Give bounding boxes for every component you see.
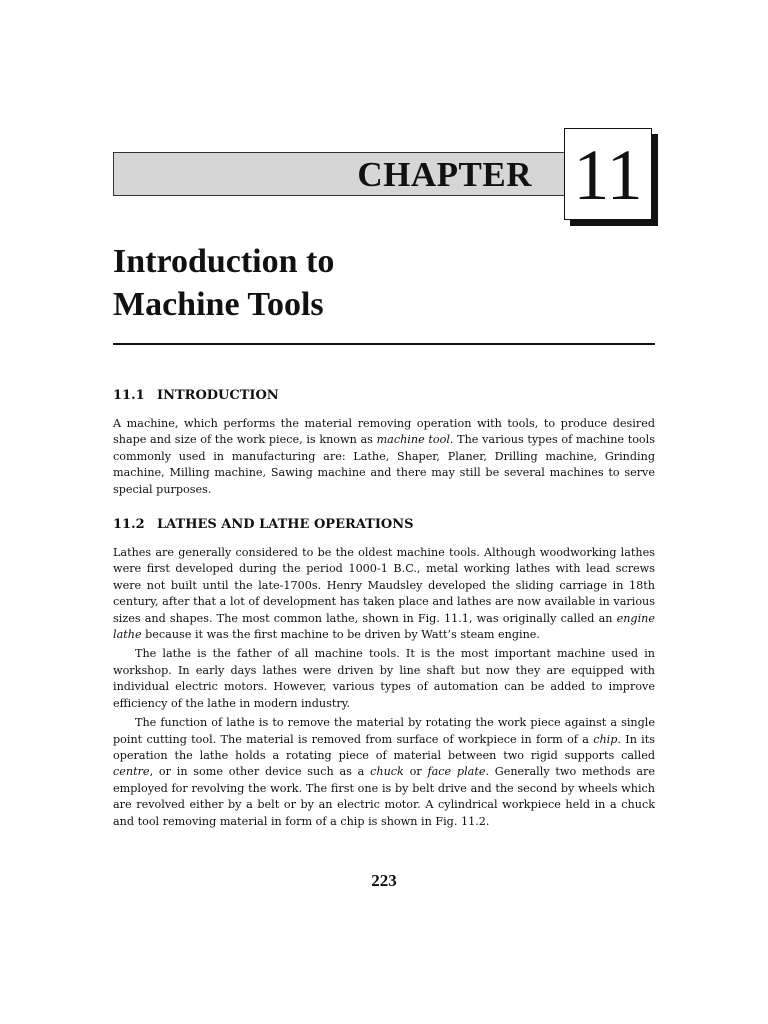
emphasis-term: chip (593, 732, 618, 746)
chapter-title-line1: Introduction to (113, 243, 335, 280)
text-run: A machine, which performs the material removing operation with tools, to produce desired shape and size of the work piece, is known as (113, 417, 655, 447)
chapter-label: CHAPTER (357, 155, 532, 194)
paragraph-lathes-history (113, 545, 655, 643)
page-number: 223 (371, 871, 397, 890)
chapter-title (113, 240, 633, 326)
text-run: The lathe is the father of all machine tools. It is the most important machine used in workshop. In early days lathes were driven by line shaft but now they are equipped with individual electric motors. However, various types of automation can be added to improve efficiency of the lathe in modern industry. (113, 647, 655, 710)
text-run: Lathes are generally considered to be the oldest machine tools. Although woodworking lathes were first developed during the period 1000-1 B.C., metal working lathes with lead screws were not built until the late-1700s. Henry Maudsley developed the sliding carriage in 18th century, after that a lot of development has taken place and lathes are now available in various sizes and shapes. The most common lathe, shown in Fig. 11.1, was originally called an (113, 546, 655, 625)
text-run: because it was the first machine to be driven by Watt’s steam engine. (141, 628, 540, 642)
emphasis-term: engine lathe (113, 611, 655, 642)
section-heading-lathes (113, 515, 655, 535)
section-title: LATHES AND LATHE OPERATIONS (157, 517, 414, 533)
chapter-banner (113, 152, 565, 196)
emphasis-term: face plate (427, 765, 486, 779)
section-number: 11.1 (113, 388, 145, 403)
emphasis-term: chuck (370, 765, 404, 779)
text-run: . In its operation the lathe holds a rotating piece of material between two rigid supports called (113, 732, 656, 762)
section-number: 11.2 (113, 517, 145, 533)
paragraph-lathe-father (113, 646, 655, 712)
chapter-title-line2: Machine Tools (113, 286, 324, 323)
text-run: or (403, 765, 428, 779)
section-title: INTRODUCTION (157, 388, 279, 403)
chapter-number-box (564, 128, 652, 220)
title-divider (113, 343, 655, 345)
emphasis-term: centre (113, 765, 150, 779)
emphasis-term: machine tool (376, 433, 450, 447)
paragraph-lathe-function (113, 715, 655, 830)
page-body (113, 386, 655, 830)
text-run: , or in some other device such as a (149, 765, 371, 779)
text-run: The function of lathe is to remove the material by rotating the work piece against a single point cutting tool. The material is removed from surface of workpiece in form of a (113, 716, 655, 746)
paragraph-intro (113, 416, 655, 498)
section-heading-introduction (113, 386, 655, 406)
chapter-number: 11 (573, 135, 643, 215)
text-run: . The various types of machine tools commonly used in manufacturing are: Lathe, Shaper, Planer, Drilling machine, Grinding machine, Milling machine, Sawing machine and there may still be several machines to serve special purposes. (113, 433, 655, 496)
text-run: . Generally two methods are employed for revolving the work. The first one is by belt drive and the second by wheels which are revolved either by a belt or by an electric motor. A cylindrical workpiece held in a chuck and tool removing material in form of a chip is shown in Fig. 11.2. (113, 765, 655, 828)
